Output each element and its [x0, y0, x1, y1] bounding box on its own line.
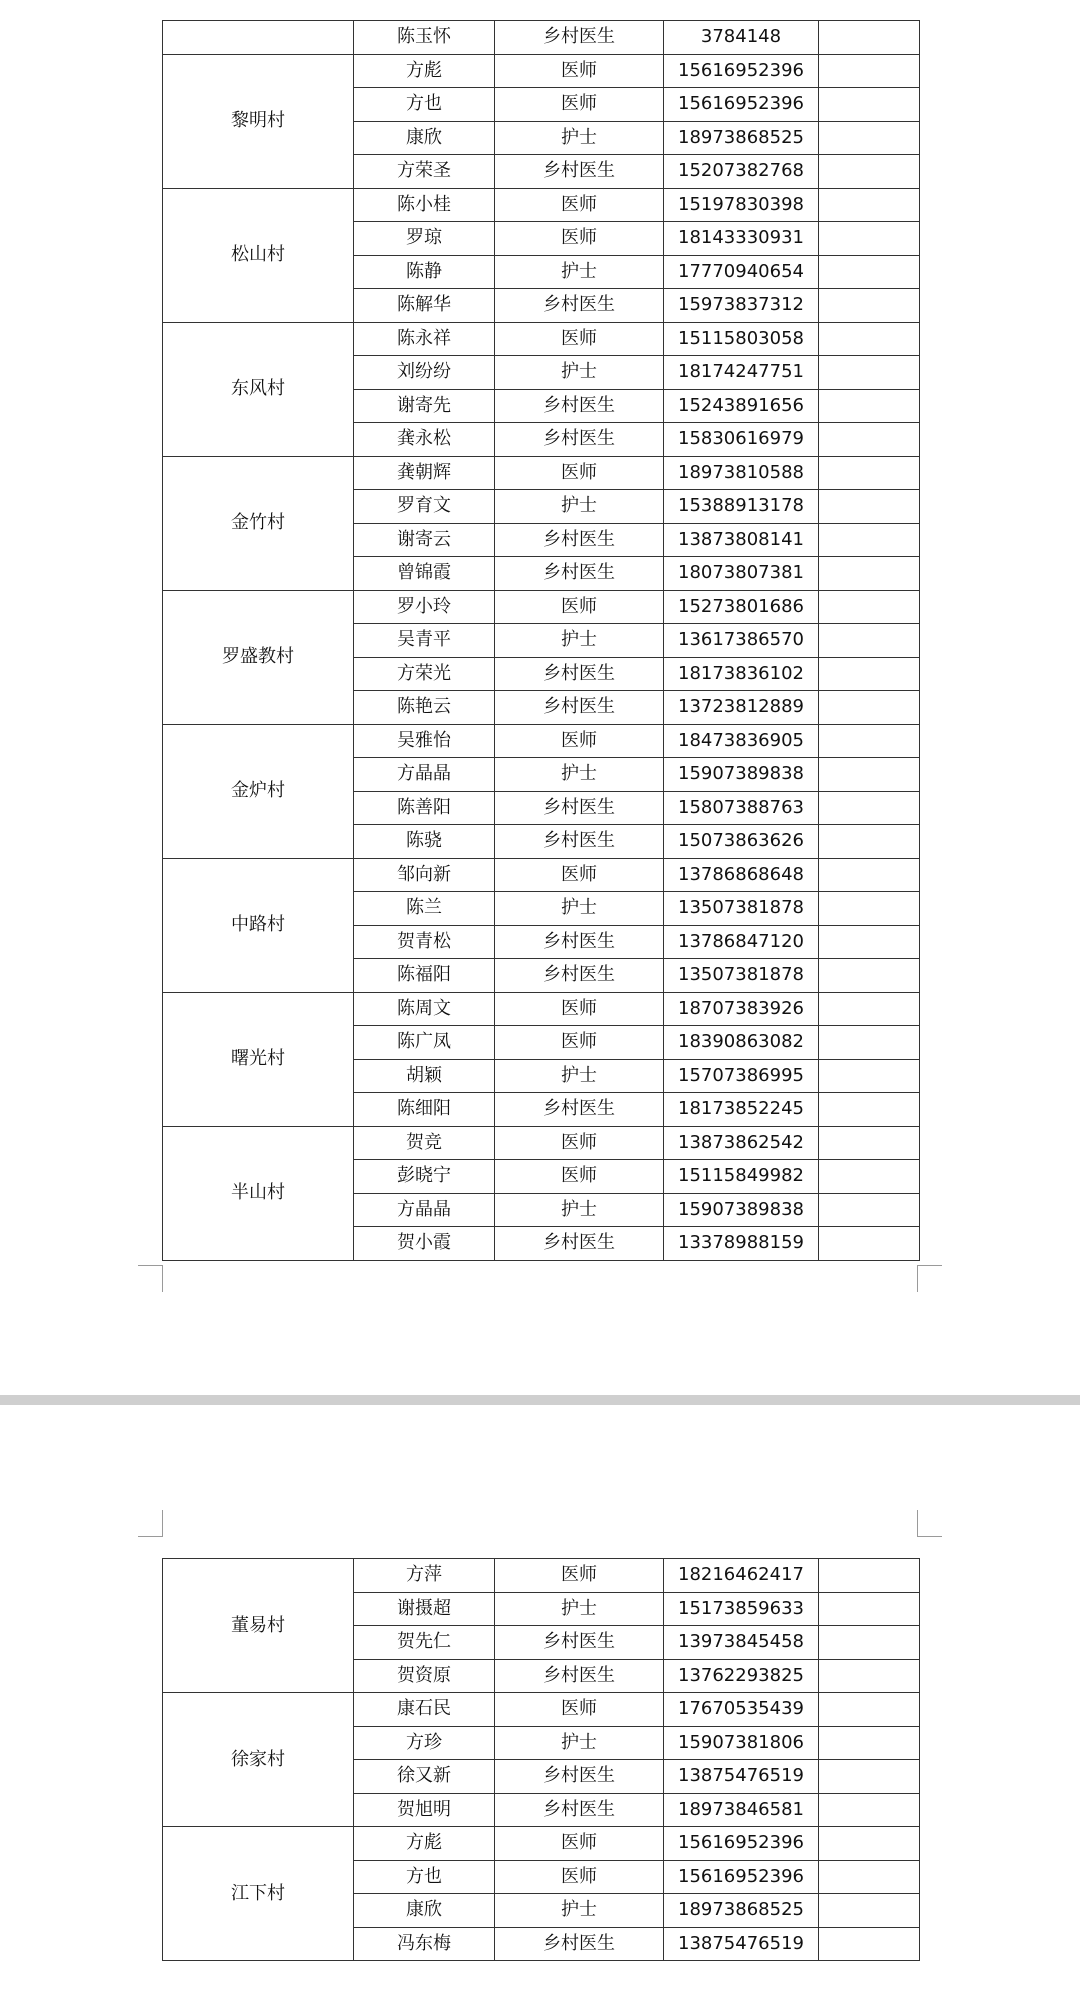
- phone-cell: 15197830398: [664, 188, 819, 222]
- role-cell: 医师: [495, 858, 664, 892]
- table-row: [163, 1693, 920, 1727]
- village-cell: [163, 21, 354, 55]
- notes-cell: [819, 590, 920, 624]
- name-cell: 陈广凤: [354, 1026, 495, 1060]
- notes-cell: [819, 1559, 920, 1593]
- village-cell: 金竹村: [163, 456, 354, 590]
- phone-cell: 15073863626: [664, 825, 819, 859]
- notes-cell: [819, 791, 920, 825]
- village-cell: 黎明村: [163, 54, 354, 188]
- name-cell: 谢摄超: [354, 1592, 495, 1626]
- phone-cell: 18973868525: [664, 1894, 819, 1928]
- village-cell: 中路村: [163, 858, 354, 992]
- phone-cell: 15907381806: [664, 1726, 819, 1760]
- role-cell: 医师: [495, 1693, 664, 1727]
- notes-cell: [819, 1227, 920, 1261]
- notes-cell: [819, 1760, 920, 1794]
- name-cell: 彭晓宁: [354, 1160, 495, 1194]
- name-cell: 方也: [354, 1860, 495, 1894]
- notes-cell: [819, 21, 920, 55]
- role-cell: 护士: [495, 121, 664, 155]
- village-doctor-table: [162, 1558, 920, 1961]
- role-cell: 乡村医生: [495, 1626, 664, 1660]
- name-cell: 方彪: [354, 1827, 495, 1861]
- name-cell: 方萍: [354, 1559, 495, 1593]
- phone-cell: 18390863082: [664, 1026, 819, 1060]
- name-cell: 陈兰: [354, 892, 495, 926]
- phone-cell: 13786868648: [664, 858, 819, 892]
- page-corner-mark: [917, 1265, 942, 1292]
- phone-cell: 15616952396: [664, 88, 819, 122]
- name-cell: 康欣: [354, 1894, 495, 1928]
- name-cell: 贺先仁: [354, 1626, 495, 1660]
- role-cell: 乡村医生: [495, 289, 664, 323]
- name-cell: 陈善阳: [354, 791, 495, 825]
- role-cell: 乡村医生: [495, 1793, 664, 1827]
- name-cell: 冯东梅: [354, 1927, 495, 1961]
- name-cell: 方也: [354, 88, 495, 122]
- role-cell: 乡村医生: [495, 1659, 664, 1693]
- page-corner-mark: [138, 1510, 163, 1537]
- phone-cell: 18073807381: [664, 557, 819, 591]
- phone-cell: 15807388763: [664, 791, 819, 825]
- phone-cell: 13507381878: [664, 892, 819, 926]
- table-row: [163, 322, 920, 356]
- role-cell: 乡村医生: [495, 557, 664, 591]
- notes-cell: [819, 523, 920, 557]
- notes-cell: [819, 1827, 920, 1861]
- notes-cell: [819, 356, 920, 390]
- role-cell: 乡村医生: [495, 657, 664, 691]
- notes-cell: [819, 1160, 920, 1194]
- name-cell: 方晶晶: [354, 1193, 495, 1227]
- role-cell: 医师: [495, 456, 664, 490]
- phone-cell: 18173836102: [664, 657, 819, 691]
- phone-cell: 18973868525: [664, 121, 819, 155]
- table-row: [163, 21, 920, 55]
- notes-cell: [819, 1659, 920, 1693]
- village-cell: 曙光村: [163, 992, 354, 1126]
- page-corner-mark: [138, 1265, 163, 1292]
- role-cell: 医师: [495, 1559, 664, 1593]
- role-cell: 乡村医生: [495, 691, 664, 725]
- notes-cell: [819, 1860, 920, 1894]
- village-cell: 徐家村: [163, 1693, 354, 1827]
- notes-cell: [819, 456, 920, 490]
- notes-cell: [819, 657, 920, 691]
- role-cell: 乡村医生: [495, 523, 664, 557]
- notes-cell: [819, 691, 920, 725]
- name-cell: 龚永松: [354, 423, 495, 457]
- notes-cell: [819, 1927, 920, 1961]
- name-cell: 陈福阳: [354, 959, 495, 993]
- phone-cell: 18216462417: [664, 1559, 819, 1593]
- role-cell: 医师: [495, 322, 664, 356]
- table-row: [163, 54, 920, 88]
- notes-cell: [819, 1592, 920, 1626]
- notes-cell: [819, 1059, 920, 1093]
- village-cell: 董易村: [163, 1559, 354, 1693]
- phone-cell: 13786847120: [664, 925, 819, 959]
- phone-cell: 13875476519: [664, 1760, 819, 1794]
- notes-cell: [819, 88, 920, 122]
- notes-cell: [819, 858, 920, 892]
- notes-cell: [819, 1693, 920, 1727]
- role-cell: 护士: [495, 255, 664, 289]
- name-cell: 贺小霞: [354, 1227, 495, 1261]
- role-cell: 护士: [495, 490, 664, 524]
- notes-cell: [819, 1793, 920, 1827]
- name-cell: 方荣光: [354, 657, 495, 691]
- phone-cell: 13723812889: [664, 691, 819, 725]
- name-cell: 陈解华: [354, 289, 495, 323]
- village-cell: 半山村: [163, 1126, 354, 1260]
- role-cell: 医师: [495, 1126, 664, 1160]
- phone-cell: 18143330931: [664, 222, 819, 256]
- name-cell: 康石民: [354, 1693, 495, 1727]
- notes-cell: [819, 222, 920, 256]
- notes-cell: [819, 1626, 920, 1660]
- role-cell: 医师: [495, 1160, 664, 1194]
- name-cell: 谢寄先: [354, 389, 495, 423]
- notes-cell: [819, 54, 920, 88]
- role-cell: 乡村医生: [495, 1927, 664, 1961]
- role-cell: 乡村医生: [495, 1093, 664, 1127]
- name-cell: 陈骁: [354, 825, 495, 859]
- notes-cell: [819, 959, 920, 993]
- notes-cell: [819, 1894, 920, 1928]
- village-doctor-table: [162, 20, 920, 1261]
- document-page-2: [0, 1405, 1080, 2015]
- notes-cell: [819, 1726, 920, 1760]
- notes-cell: [819, 892, 920, 926]
- phone-cell: 15707386995: [664, 1059, 819, 1093]
- name-cell: 胡颖: [354, 1059, 495, 1093]
- notes-cell: [819, 188, 920, 222]
- phone-cell: 13507381878: [664, 959, 819, 993]
- name-cell: 陈小桂: [354, 188, 495, 222]
- name-cell: 龚朝辉: [354, 456, 495, 490]
- name-cell: 陈细阳: [354, 1093, 495, 1127]
- name-cell: 罗育文: [354, 490, 495, 524]
- village-cell: 东风村: [163, 322, 354, 456]
- table-row: [163, 724, 920, 758]
- name-cell: 贺青松: [354, 925, 495, 959]
- phone-cell: 13873808141: [664, 523, 819, 557]
- table-row: [163, 858, 920, 892]
- name-cell: 方彪: [354, 54, 495, 88]
- role-cell: 护士: [495, 356, 664, 390]
- notes-cell: [819, 992, 920, 1026]
- role-cell: 护士: [495, 1894, 664, 1928]
- role-cell: 医师: [495, 1026, 664, 1060]
- village-cell: 金炉村: [163, 724, 354, 858]
- role-cell: 医师: [495, 222, 664, 256]
- phone-cell: 18473836905: [664, 724, 819, 758]
- role-cell: 医师: [495, 724, 664, 758]
- notes-cell: [819, 925, 920, 959]
- role-cell: 医师: [495, 992, 664, 1026]
- phone-cell: 15907389838: [664, 1193, 819, 1227]
- phone-cell: 18973846581: [664, 1793, 819, 1827]
- name-cell: 罗琼: [354, 222, 495, 256]
- role-cell: 护士: [495, 1059, 664, 1093]
- phone-cell: 13762293825: [664, 1659, 819, 1693]
- name-cell: 方珍: [354, 1726, 495, 1760]
- notes-cell: [819, 155, 920, 189]
- role-cell: 护士: [495, 624, 664, 658]
- notes-cell: [819, 825, 920, 859]
- notes-cell: [819, 490, 920, 524]
- table-row: [163, 1559, 920, 1593]
- phone-cell: 3784148: [664, 21, 819, 55]
- name-cell: 吴青平: [354, 624, 495, 658]
- name-cell: 方晶晶: [354, 758, 495, 792]
- name-cell: 贺竞: [354, 1126, 495, 1160]
- name-cell: 刘纷纷: [354, 356, 495, 390]
- role-cell: 医师: [495, 1860, 664, 1894]
- page-separator: [0, 1395, 1080, 1405]
- phone-cell: 13875476519: [664, 1927, 819, 1961]
- phone-cell: 15115849982: [664, 1160, 819, 1194]
- notes-cell: [819, 423, 920, 457]
- phone-cell: 15973837312: [664, 289, 819, 323]
- notes-cell: [819, 289, 920, 323]
- name-cell: 方荣圣: [354, 155, 495, 189]
- phone-cell: 15907389838: [664, 758, 819, 792]
- name-cell: 陈艳云: [354, 691, 495, 725]
- phone-cell: 15243891656: [664, 389, 819, 423]
- name-cell: 陈静: [354, 255, 495, 289]
- role-cell: 医师: [495, 54, 664, 88]
- role-cell: 护士: [495, 1592, 664, 1626]
- role-cell: 护士: [495, 1726, 664, 1760]
- phone-cell: 15616952396: [664, 1860, 819, 1894]
- phone-cell: 18973810588: [664, 456, 819, 490]
- phone-cell: 18173852245: [664, 1093, 819, 1127]
- phone-cell: 15115803058: [664, 322, 819, 356]
- notes-cell: [819, 255, 920, 289]
- phone-cell: 13873862542: [664, 1126, 819, 1160]
- phone-cell: 13378988159: [664, 1227, 819, 1261]
- page-corner-mark: [917, 1510, 942, 1537]
- notes-cell: [819, 389, 920, 423]
- name-cell: 陈永祥: [354, 322, 495, 356]
- name-cell: 谢寄云: [354, 523, 495, 557]
- role-cell: 乡村医生: [495, 155, 664, 189]
- role-cell: 乡村医生: [495, 825, 664, 859]
- table-row: [163, 590, 920, 624]
- role-cell: 护士: [495, 758, 664, 792]
- phone-cell: 17770940654: [664, 255, 819, 289]
- notes-cell: [819, 1193, 920, 1227]
- table-row: [163, 188, 920, 222]
- phone-cell: 18707383926: [664, 992, 819, 1026]
- role-cell: 乡村医生: [495, 959, 664, 993]
- table-row: [163, 1126, 920, 1160]
- notes-cell: [819, 724, 920, 758]
- notes-cell: [819, 624, 920, 658]
- name-cell: 康欣: [354, 121, 495, 155]
- phone-cell: 13973845458: [664, 1626, 819, 1660]
- village-cell: 江下村: [163, 1827, 354, 1961]
- name-cell: 陈玉怀: [354, 21, 495, 55]
- notes-cell: [819, 1126, 920, 1160]
- notes-cell: [819, 557, 920, 591]
- role-cell: 乡村医生: [495, 389, 664, 423]
- village-cell: 松山村: [163, 188, 354, 322]
- role-cell: 乡村医生: [495, 925, 664, 959]
- table-row: [163, 992, 920, 1026]
- phone-cell: 15616952396: [664, 1827, 819, 1861]
- notes-cell: [819, 758, 920, 792]
- role-cell: 乡村医生: [495, 791, 664, 825]
- notes-cell: [819, 121, 920, 155]
- name-cell: 罗小玲: [354, 590, 495, 624]
- role-cell: 医师: [495, 88, 664, 122]
- name-cell: 陈周文: [354, 992, 495, 1026]
- phone-cell: 15616952396: [664, 54, 819, 88]
- name-cell: 吴雅怡: [354, 724, 495, 758]
- name-cell: 贺资原: [354, 1659, 495, 1693]
- role-cell: 乡村医生: [495, 21, 664, 55]
- phone-cell: 15830616979: [664, 423, 819, 457]
- role-cell: 乡村医生: [495, 423, 664, 457]
- role-cell: 乡村医生: [495, 1227, 664, 1261]
- notes-cell: [819, 1026, 920, 1060]
- phone-cell: 15173859633: [664, 1592, 819, 1626]
- role-cell: 护士: [495, 892, 664, 926]
- notes-cell: [819, 322, 920, 356]
- phone-cell: 18174247751: [664, 356, 819, 390]
- phone-cell: 17670535439: [664, 1693, 819, 1727]
- name-cell: 曾锦霞: [354, 557, 495, 591]
- name-cell: 徐又新: [354, 1760, 495, 1794]
- village-cell: 罗盛教村: [163, 590, 354, 724]
- role-cell: 医师: [495, 590, 664, 624]
- name-cell: 贺旭明: [354, 1793, 495, 1827]
- name-cell: 邹向新: [354, 858, 495, 892]
- phone-cell: 15388913178: [664, 490, 819, 524]
- phone-cell: 13617386570: [664, 624, 819, 658]
- phone-cell: 15273801686: [664, 590, 819, 624]
- role-cell: 医师: [495, 188, 664, 222]
- table-row: [163, 456, 920, 490]
- role-cell: 医师: [495, 1827, 664, 1861]
- phone-cell: 15207382768: [664, 155, 819, 189]
- role-cell: 乡村医生: [495, 1760, 664, 1794]
- table-row: [163, 1827, 920, 1861]
- role-cell: 护士: [495, 1193, 664, 1227]
- notes-cell: [819, 1093, 920, 1127]
